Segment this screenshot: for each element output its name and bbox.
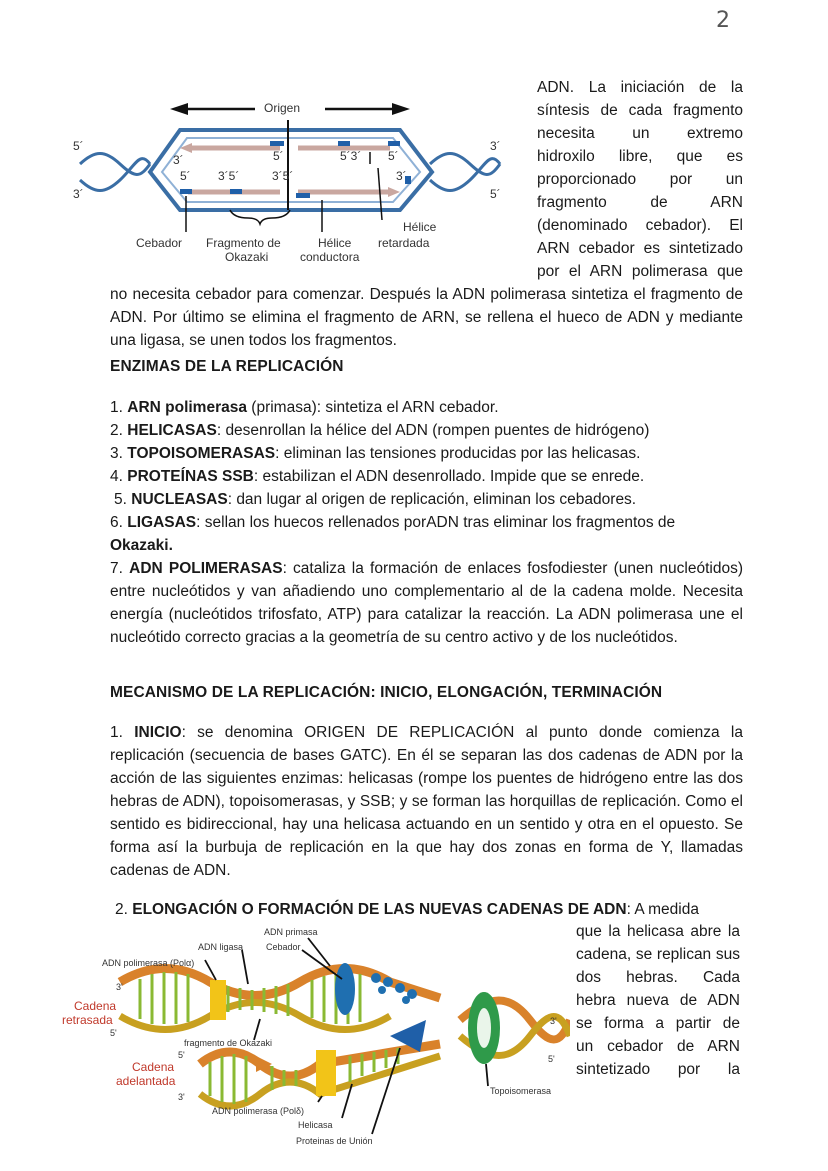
leading-strand	[200, 1044, 440, 1106]
label-helicasa: Helicasa	[298, 1120, 333, 1130]
list-item: 3. TOPOISOMERASAS: eliminan las tensiones producidas por las helicasas.	[110, 445, 641, 462]
label-fragmento-okazaki: fragmento de Okazaki	[184, 1038, 273, 1048]
svg-text:Cadena: Cadena	[74, 999, 117, 1013]
prime-label: 3'	[116, 982, 123, 992]
prime-label: 5'	[110, 1028, 117, 1038]
inicio-paragraph: 1. INICIO: se denomina ORIGEN DE REPLICACIÓN al punto donde comienza la replicación (secuencia de bases GATC). En él se separan las dos cadenas de ADN por la acción de las siguientes enzimas: helicasas (rompe los puentes de hidrógeno entre las dos hebras de ADN), topoisomerasas, y SSB; y se forman las horquillas de replicación. Como el sentido es bidireccional, hay una helicasa actuando en un sentido y otra en el opuesto. Se forma así la burbuja de replicación en la que hay dos zonas en forma de Y, llamadas cadenas de ADN.	[110, 724, 743, 879]
prime-label: 5´	[490, 187, 501, 201]
svg-text:Okazaki: Okazaki	[225, 250, 269, 264]
prime-label: 3´	[396, 169, 407, 183]
page-number: 2	[716, 8, 730, 33]
svg-text:Cadena: Cadena	[132, 1060, 175, 1074]
section-heading-mecanismo: MECANISMO DE LA REPLICACIÓN: INICIO, ELONGACIÓN, TERMINACIÓN	[110, 684, 663, 701]
svg-text:Hélice: Hélice	[403, 220, 437, 234]
label-cebador: Cebador	[136, 236, 183, 250]
list-item: 5. NUCLEASAS: dan lugar al origen de replicación, eliminan los cebadores.	[114, 491, 637, 508]
svg-text:conductora: conductora	[300, 250, 360, 264]
label-cebador: Cebador	[266, 942, 301, 952]
prime-label: 5´	[273, 149, 284, 163]
label-topoisomerasa: Topoisomerasa	[490, 1086, 552, 1096]
svg-text:retardada: retardada	[378, 236, 430, 250]
lagging-strand	[120, 963, 440, 1030]
section-heading-enzimas: ENZIMAS DE LA REPLICACIÓN	[110, 358, 344, 375]
label-pol-alpha: ADN polimerasa (Polα)	[102, 958, 195, 968]
prime-label: 3'	[178, 1092, 185, 1102]
list-item: 4. PROTEÍNAS SSB: estabilizan el ADN desenrollado. Impide que se enrede.	[110, 468, 645, 485]
prime-label: 3´	[490, 139, 501, 153]
list-item: 6. LIGASAS: sellan los huecos rellenados porADN tras eliminar los fragmentos de Okazaki.	[110, 514, 676, 554]
label-adn-ligasa: ADN ligasa	[198, 942, 244, 952]
prime-label: 3´5´	[218, 169, 240, 183]
prime-label: 3'	[550, 1016, 557, 1026]
replication-fork-diagram	[60, 924, 570, 1148]
svg-text:Hélice: Hélice	[318, 236, 352, 250]
list-item: 1. ARN polimerasa (primasa): sintetiza el ARN cebador.	[110, 399, 499, 416]
label-pol-delta: ADN polimerasa (Polδ)	[212, 1106, 305, 1116]
prime-label: 5'	[178, 1050, 185, 1060]
svg-text:Fragmento de: Fragmento de	[206, 236, 281, 250]
elongacion-paragraph: que la helicasa abre la cadena, se replican sus dos hebras. Cada hebra nueva de ADN se forma a partir de un cebador de ARN sintetizado por la	[576, 923, 740, 1078]
list-item: 7. ADN POLIMERASAS: cataliza la formación de enlaces fosfodiester (unen nucleótidos) entre nucleótidos y van añadiendo uno complementario al de la cadena molde. Necesita energía (nucleótidos trifosfato, ATP) para catalizar la reacción. La ADN polimerasa une el nucleótido correcto gracias a la geometría de su centro activo y de los nucleótidos.	[110, 560, 743, 646]
enzymes-list	[110, 396, 743, 649]
svg-text:retrasada: retrasada	[62, 1013, 113, 1027]
label-proteinas-union: Proteinas de Unión	[296, 1136, 373, 1146]
prime-label: 3´5´	[272, 169, 294, 183]
svg-text:adelantada: adelantada	[116, 1074, 176, 1088]
prime-label: 3´	[73, 187, 84, 201]
elongacion-heading-line: 2. ELONGACIÓN O FORMACIÓN DE LAS NUEVAS CADENAS DE ADN: A medida	[115, 901, 699, 918]
intro-paragraph-continued: no necesita cebador para comenzar. Después la ADN polimerasa sintetiza el fragmento de ADN. Por último se elimina el fragmento de ARN, se rellena el hueco de ADN y mediante una ligasa, se unen todos los fragmentos.	[110, 286, 743, 349]
replication-bubble-diagram	[70, 92, 520, 272]
intro-paragraph: ADN. La iniciación de la síntesis de cada fragmento necesita un extremo hidroxilo libre, que es proporcionado por un fragmento de ARN (denominado cebador). El ARN cebador es sintetizado por el ARN polimerasa que	[537, 79, 743, 280]
list-item: 2. HELICASAS: desenrollan la hélice del ADN (rompen puentes de hidrógeno)	[110, 422, 650, 439]
prime-label: 5´3´	[340, 149, 362, 163]
prime-label: 5´	[388, 149, 399, 163]
prime-label: 5'	[548, 1054, 555, 1064]
origin-label: Origen	[264, 101, 301, 115]
label-adn-primasa: ADN primasa	[264, 927, 318, 937]
prime-label: 5´	[180, 169, 191, 183]
prime-label: 5´	[73, 139, 84, 153]
prime-label: 3´	[173, 153, 184, 167]
